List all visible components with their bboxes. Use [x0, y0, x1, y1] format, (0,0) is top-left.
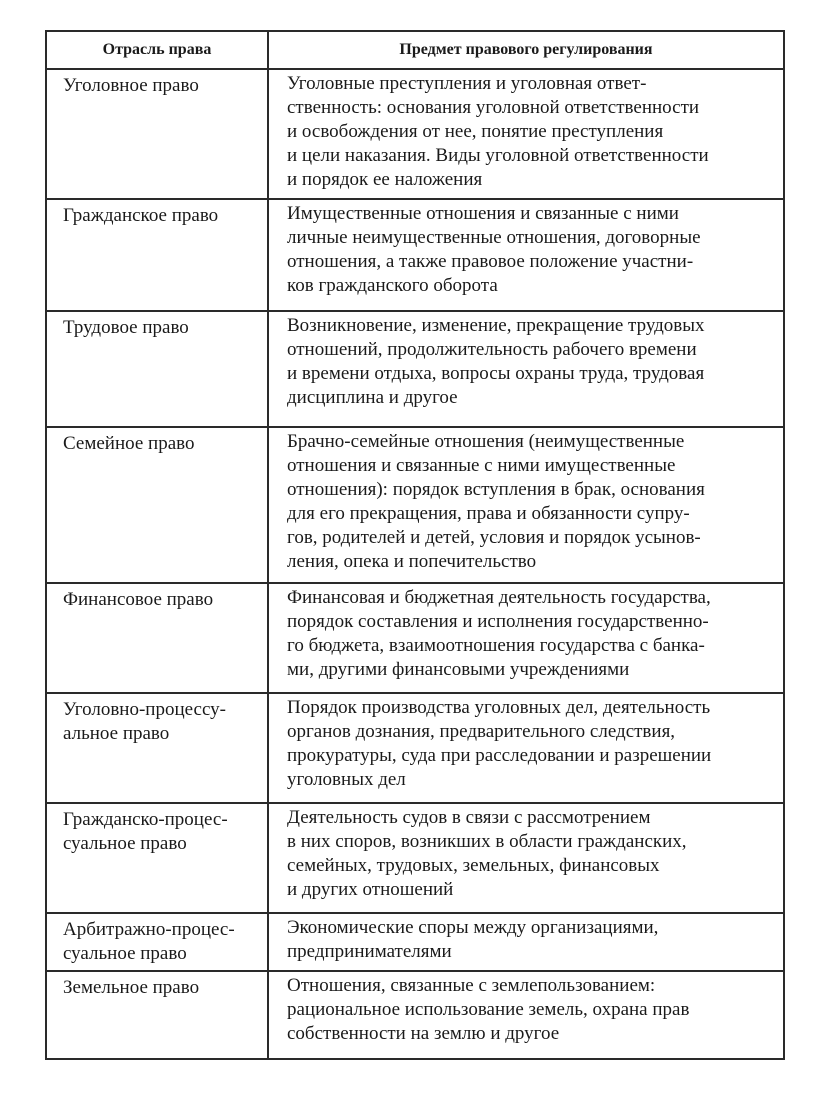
subject-line: Брачно-семейные отношения (неимущественные — [287, 431, 685, 452]
subject-line: Возникновение, изменение, прекращение трудовых — [287, 315, 705, 336]
subject-line: рациональное использование земель, охрана прав — [287, 999, 690, 1020]
header-subject: Предмет правового регулирования — [268, 31, 784, 69]
branch-cell — [46, 311, 268, 427]
table-row — [46, 913, 784, 971]
branch-line: суальное право — [63, 833, 187, 854]
branch-cell — [46, 199, 268, 311]
branch-cell — [46, 803, 268, 913]
subject-line: и цели наказания. Виды уголовной ответственности — [287, 145, 709, 166]
table-row — [46, 971, 784, 1059]
subject-line: Отношения, связанные с землепользованием: — [287, 975, 656, 996]
subject-cell — [268, 427, 784, 583]
branch-line: альное право — [63, 723, 170, 744]
subject-cell — [268, 69, 784, 199]
branch-cell — [46, 913, 268, 971]
header-row — [46, 31, 784, 69]
table-row — [46, 311, 784, 427]
subject-line: ления, опека и попечительство — [287, 551, 537, 572]
subject-line: Финансовая и бюджетная деятельность государства, — [287, 587, 711, 608]
branch-line: Уголовное право — [63, 75, 199, 96]
subject-line: семейных, трудовых, земельных, финансовых — [287, 855, 660, 876]
subject-cell — [268, 311, 784, 427]
branch-line: Семейное право — [63, 433, 195, 454]
subject-line: уголовных дел — [287, 769, 406, 790]
law-branches-table — [45, 30, 785, 1060]
branch-cell — [46, 583, 268, 693]
subject-line: Экономические споры между организациями, — [287, 917, 659, 938]
subject-cell — [268, 583, 784, 693]
subject-line: предпринимателями — [287, 941, 452, 962]
subject-line: отношения, а также правовое положение участни- — [287, 251, 694, 272]
table-row — [46, 803, 784, 913]
subject-line: Имущественные отношения и связанные с ними — [287, 203, 679, 224]
branch-line: Финансовое право — [63, 589, 214, 610]
subject-line: отношения и связанные с ними имущественные — [287, 455, 676, 476]
subject-line: Уголовные преступления и уголовная ответ- — [287, 73, 647, 94]
subject-line: и времени отдыха, вопросы охраны труда, трудовая — [287, 363, 705, 384]
subject-cell — [268, 803, 784, 913]
branch-line: Трудовое право — [63, 317, 189, 338]
subject-line: Деятельность судов в связи с рассмотрением — [287, 807, 651, 828]
subject-line: отношения): порядок вступления в брак, основания — [287, 479, 705, 500]
branch-line: Гражданское право — [63, 205, 219, 226]
branch-line: Гражданско-процес- — [63, 809, 228, 830]
table-row — [46, 583, 784, 693]
branch-line: Уголовно-процессу- — [63, 699, 226, 720]
subject-line: ков гражданского оборота — [287, 275, 498, 296]
subject-line: гов, родителей и детей, условия и порядок усынов- — [287, 527, 701, 548]
subject-line: и других отношений — [287, 879, 454, 900]
subject-line: в них споров, возникших в области гражданских, — [287, 831, 687, 852]
subject-line: отношений, продолжительность рабочего времени — [287, 339, 697, 360]
subject-line: ми, другими финансовыми учреждениями — [287, 659, 630, 680]
subject-cell — [268, 693, 784, 803]
subject-cell — [268, 199, 784, 311]
table-body — [46, 69, 784, 1059]
subject-line: го бюджета, взаимоотношения государства с банка- — [287, 635, 705, 656]
subject-line: собственности на землю и другое — [287, 1023, 560, 1044]
branch-line: суальное право — [63, 943, 187, 964]
subject-line: органов дознания, предварительного следствия, — [287, 721, 676, 742]
branch-line: Земельное право — [63, 977, 200, 998]
table-row — [46, 199, 784, 311]
header-branch: Отрасль права — [46, 31, 268, 69]
subject-line: и порядок ее наложения — [287, 169, 483, 190]
subject-line: Порядок производства уголовных дел, деятельность — [287, 697, 711, 718]
subject-cell — [268, 971, 784, 1059]
branch-cell — [46, 427, 268, 583]
subject-line: ственность: основания уголовной ответственности — [287, 97, 700, 118]
subject-line: для его прекращения, права и обязанности супру- — [287, 503, 690, 524]
subject-line: порядок составления и исполнения государственно- — [287, 611, 709, 632]
table-row — [46, 693, 784, 803]
subject-line: личные неимущественные отношения, договорные — [287, 227, 701, 248]
subject-cell — [268, 913, 784, 971]
branch-line: Арбитражно-процес- — [63, 919, 235, 940]
subject-line: и освобождения от нее, понятие преступления — [287, 121, 664, 142]
subject-line: дисциплина и другое — [287, 387, 458, 408]
branch-cell — [46, 693, 268, 803]
branch-cell — [46, 971, 268, 1059]
table-row — [46, 427, 784, 583]
table-row — [46, 69, 784, 199]
branch-cell — [46, 69, 268, 199]
subject-line: прокуратуры, суда при расследовании и разрешении — [287, 745, 712, 766]
